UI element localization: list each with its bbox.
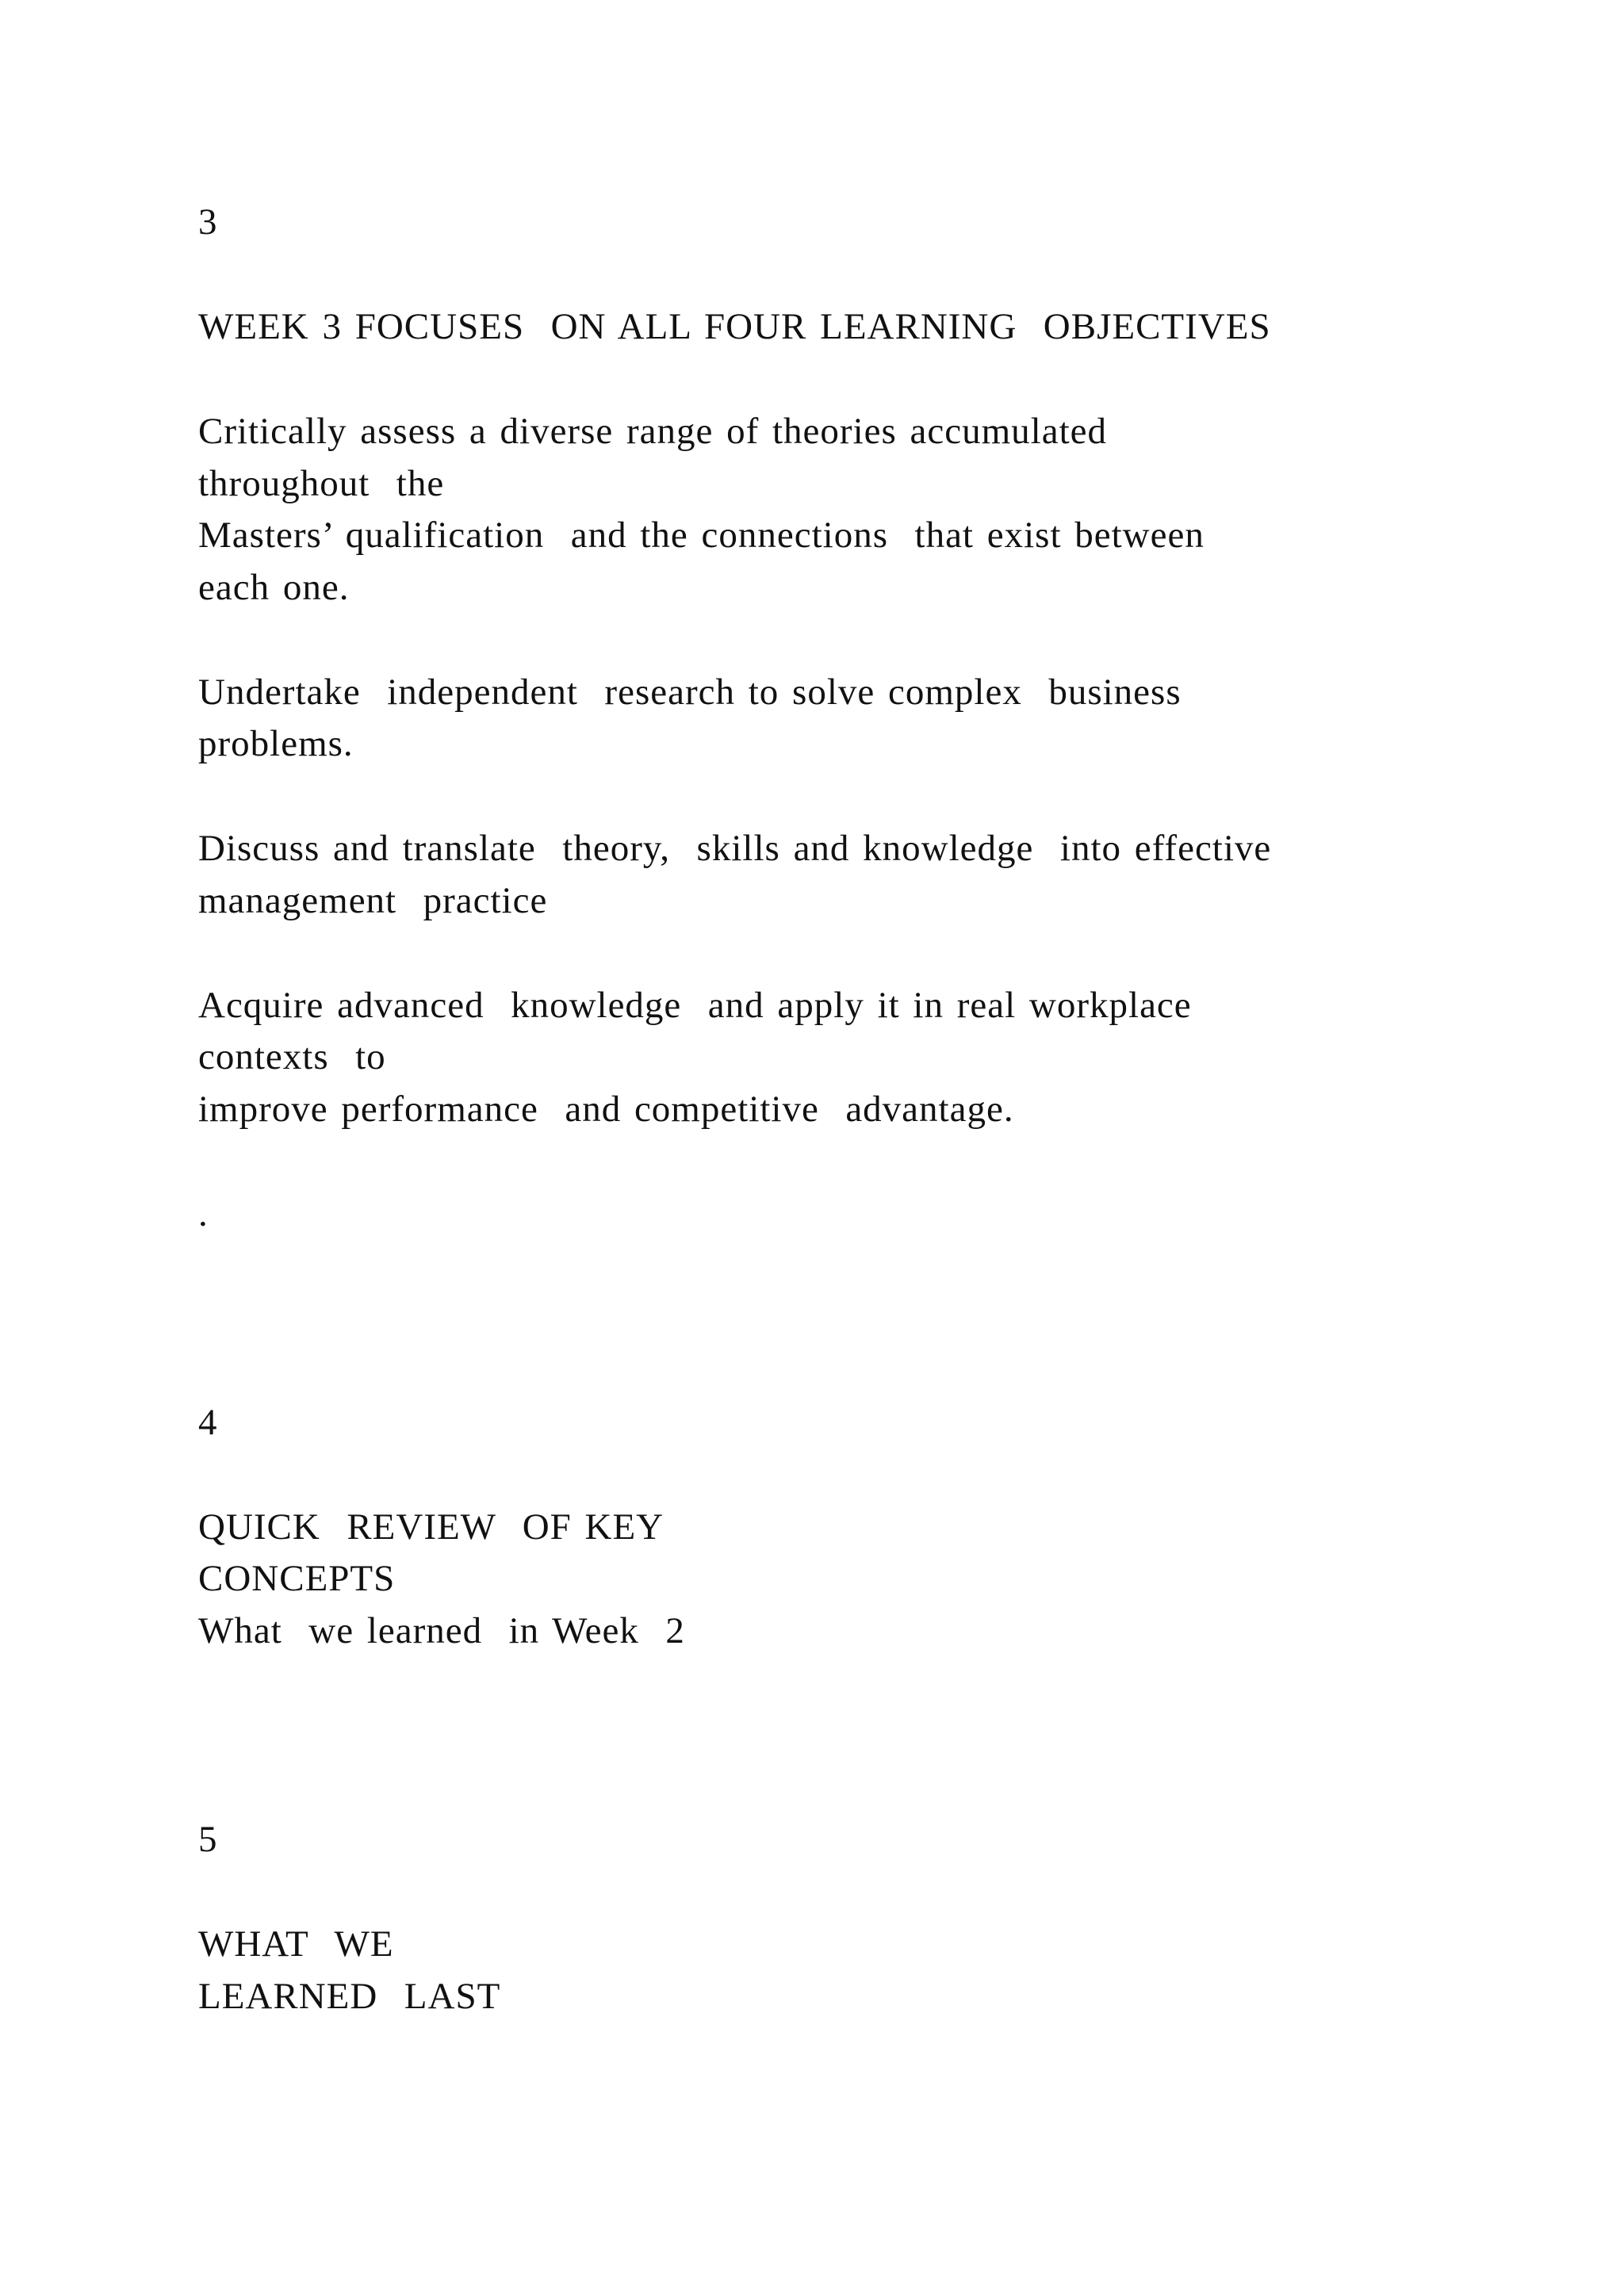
slide-3-heading: WEEK 3 FOCUSES ON ALL FOUR LEARNING OBJECTIVES (198, 306, 1271, 347)
objective-3-line-2: management practice (198, 880, 548, 921)
slide-5-title-line-1: WHAT WE (198, 1923, 394, 1965)
slide-4-subtitle: What we learned in Week 2 (198, 1610, 685, 1651)
slide-number-4: 4 (198, 1402, 218, 1443)
objective-4-line-2: contexts to (198, 1036, 386, 1077)
slide-number-3: 3 (198, 201, 218, 243)
slide-number-5: 5 (198, 1819, 218, 1860)
slide-5-title-line-2: LEARNED LAST (198, 1976, 501, 2017)
objective-1-line-3: Masters’ qualification and the connections that exist between (198, 515, 1205, 556)
trailing-period: . (198, 1193, 209, 1234)
objective-3-line-1: Discuss and translate theory, skills and knowledge into effective (198, 828, 1272, 869)
objective-4-line-3: improve performance and competitive advantage. (198, 1089, 1014, 1130)
objective-1-line-1: Critically assess a diverse range of theories accumulated (198, 411, 1108, 452)
objective-1-line-2: throughout the (198, 463, 445, 504)
slide-4-title-line-1: QUICK REVIEW OF KEY (198, 1506, 665, 1548)
slide-4-title-line-2: CONCEPTS (198, 1558, 396, 1599)
objective-1-line-4: each one. (198, 567, 350, 608)
objective-2-line-2: problems. (198, 723, 354, 764)
objective-4-line-1: Acquire advanced knowledge and apply it in real workplace (198, 985, 1192, 1026)
objective-2-line-1: Undertake independent research to solve complex business (198, 672, 1182, 713)
